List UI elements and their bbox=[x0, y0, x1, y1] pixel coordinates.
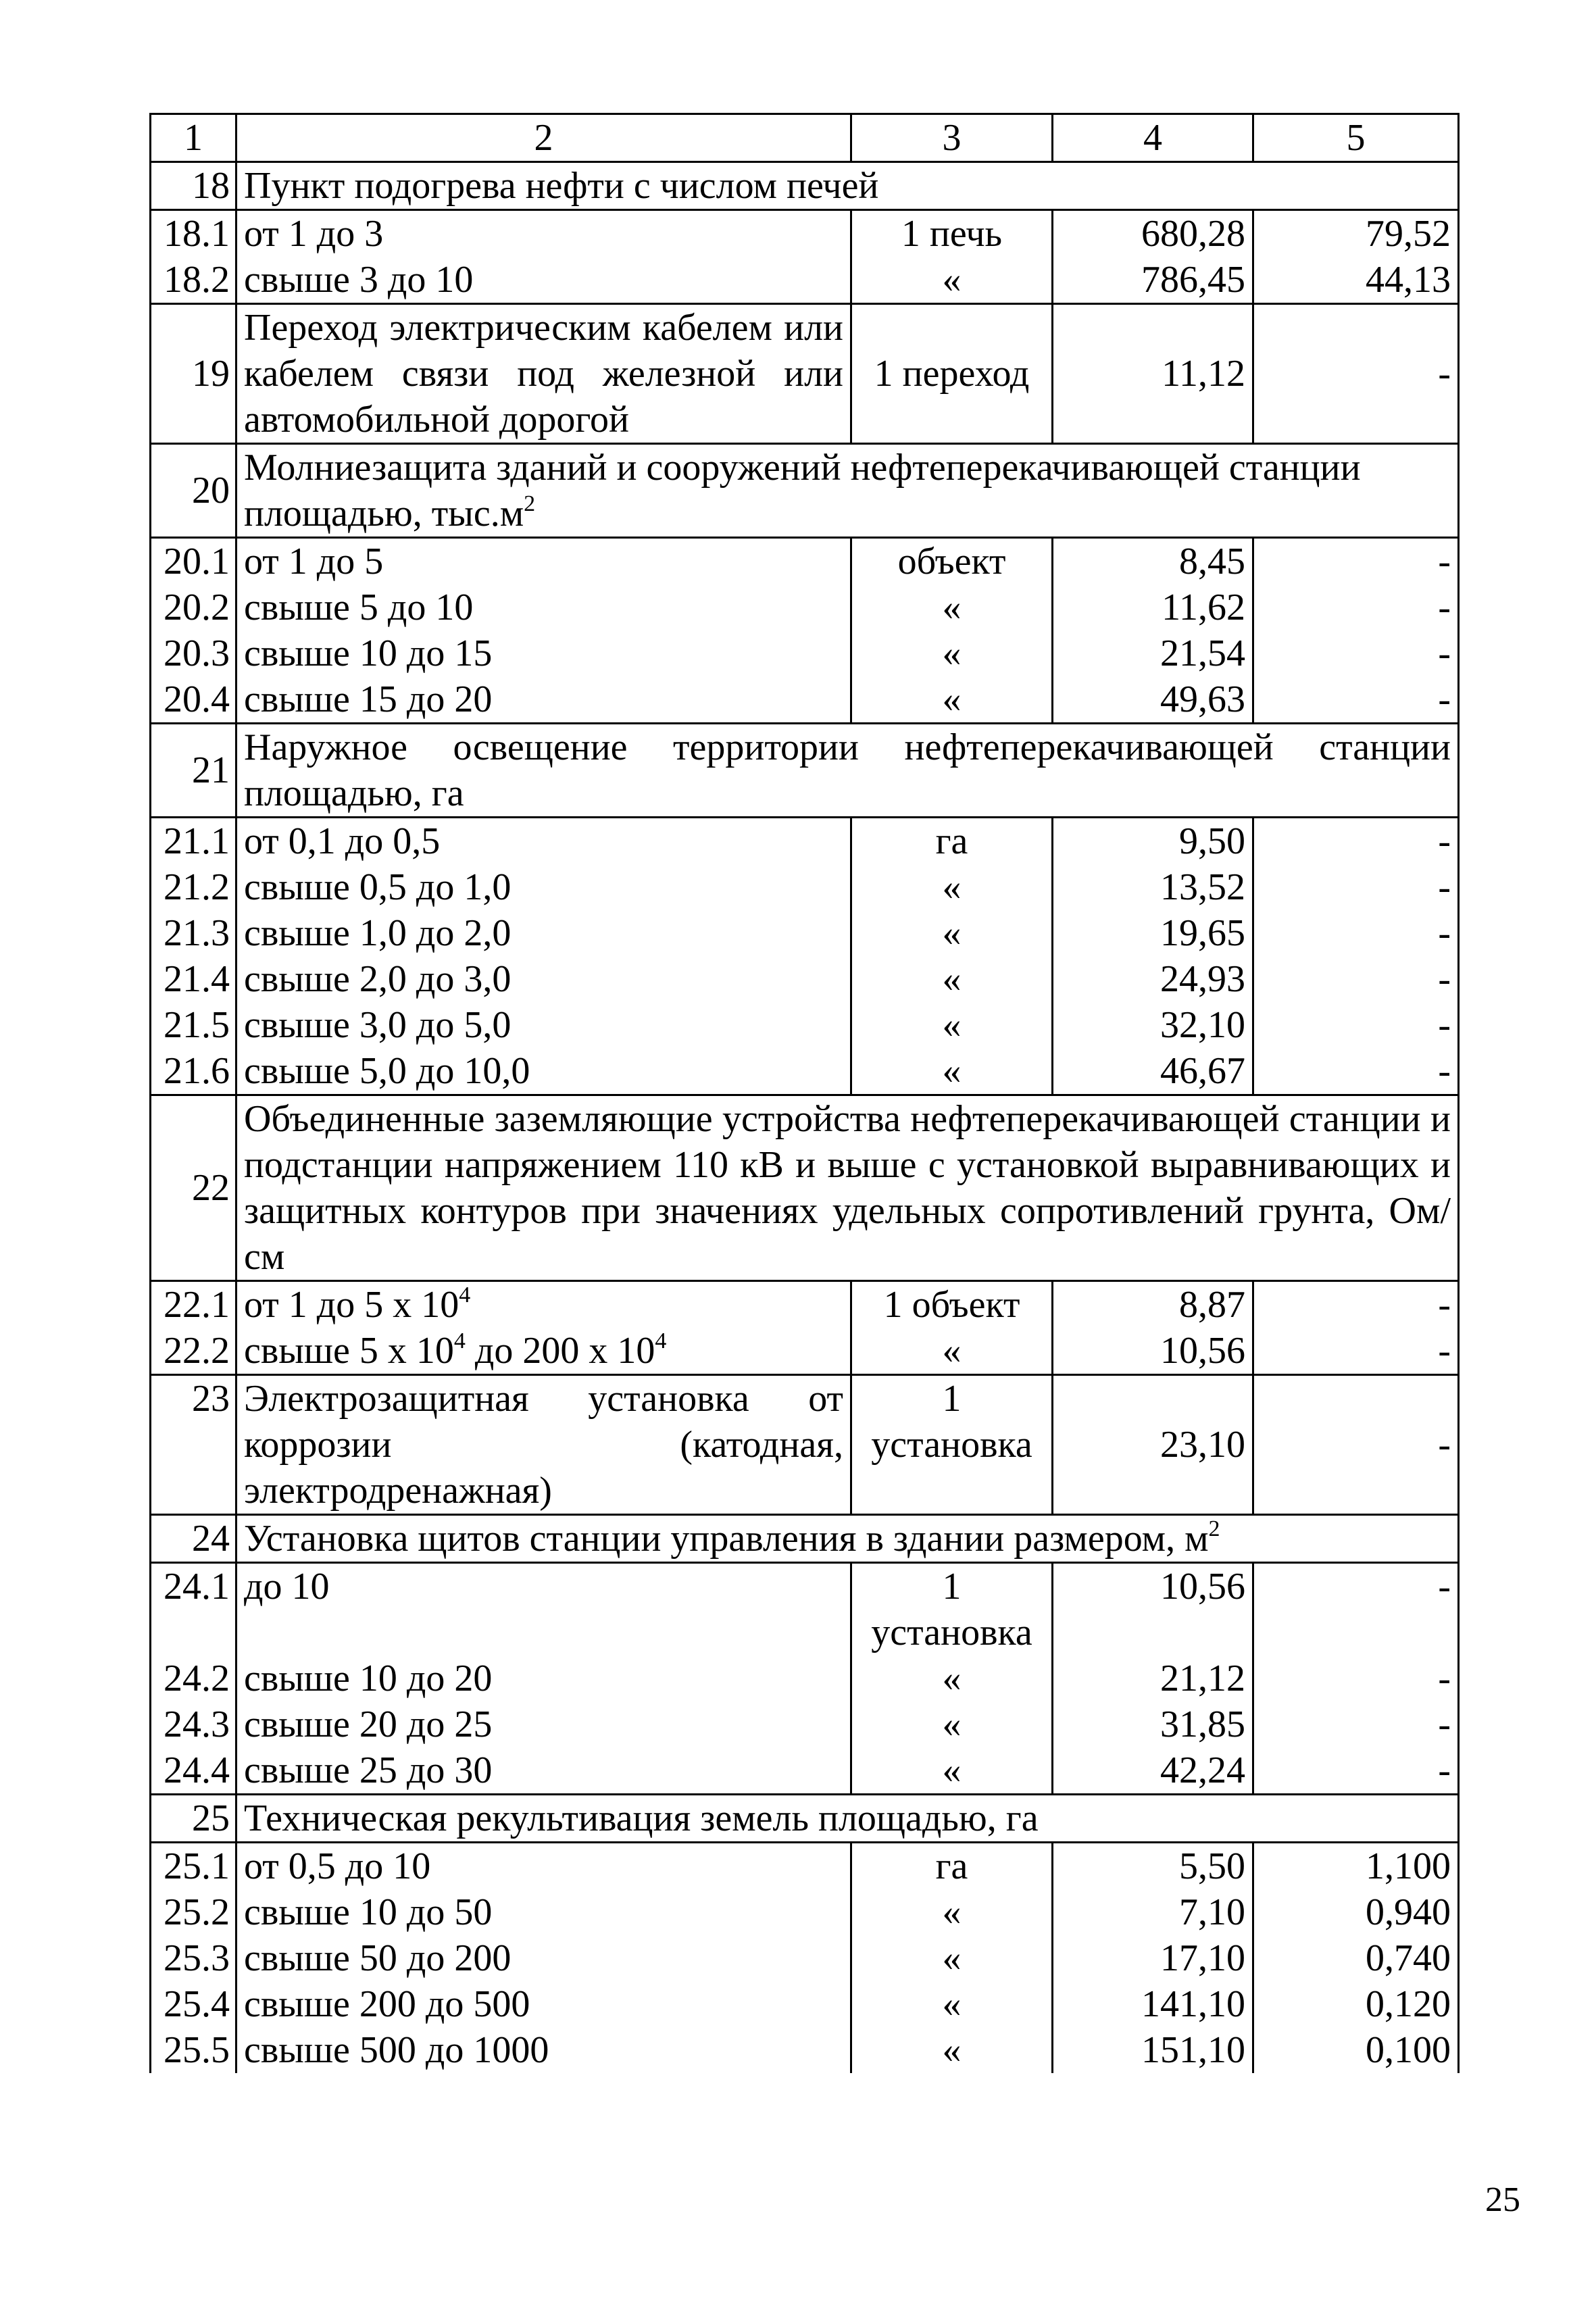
row-value-5: - bbox=[1253, 956, 1459, 1002]
row-value-4: 151,10 bbox=[1053, 2027, 1253, 2073]
row-value-4: 23,10 bbox=[1053, 1375, 1253, 1515]
table-row bbox=[151, 1935, 1459, 1981]
table-row bbox=[151, 1095, 1459, 1281]
row-value-5: - bbox=[1253, 630, 1459, 676]
table-row bbox=[151, 1701, 1459, 1747]
row-name: свыше 10 до 20 bbox=[236, 1656, 851, 1701]
row-unit: « bbox=[851, 1328, 1053, 1375]
row-unit: « bbox=[851, 956, 1053, 1002]
row-number: 22 bbox=[151, 1095, 236, 1281]
row-unit: 1 печь bbox=[851, 210, 1053, 257]
table-row bbox=[151, 956, 1459, 1002]
row-name: свыше 10 до 15 bbox=[236, 630, 851, 676]
row-unit: « bbox=[851, 1935, 1053, 1981]
row-number: 18.1 bbox=[151, 210, 236, 257]
row-number: 19 bbox=[151, 304, 236, 444]
row-value-4: 141,10 bbox=[1053, 1981, 1253, 2027]
table-row bbox=[151, 1375, 1459, 1515]
row-value-4: 13,52 bbox=[1053, 864, 1253, 910]
row-value-5: 1,100 bbox=[1253, 1843, 1459, 1890]
superscript: 4 bbox=[459, 1283, 471, 1308]
header-col-3: 3 bbox=[851, 114, 1053, 162]
row-name-text: от 1 до 5 х 10 bbox=[244, 1284, 459, 1326]
row-number: 25 bbox=[151, 1795, 236, 1843]
row-number: 21.4 bbox=[151, 956, 236, 1002]
table-row bbox=[151, 1048, 1459, 1095]
row-value-5: 0,100 bbox=[1253, 2027, 1459, 2073]
row-value-5: - bbox=[1253, 304, 1459, 444]
row-number: 25.3 bbox=[151, 1935, 236, 1981]
row-value-4: 24,93 bbox=[1053, 956, 1253, 1002]
row-unit: 1 объект bbox=[851, 1281, 1053, 1328]
row-value-4: 10,56 bbox=[1053, 1563, 1253, 1656]
table-row bbox=[151, 818, 1459, 865]
row-value-4: 8,87 bbox=[1053, 1281, 1253, 1328]
header-col-4: 4 bbox=[1053, 114, 1253, 162]
table-row bbox=[151, 630, 1459, 676]
row-value-4: 786,45 bbox=[1053, 257, 1253, 304]
header-col-1: 1 bbox=[151, 114, 236, 162]
row-unit: « bbox=[851, 864, 1053, 910]
row-name: свыше 2,0 до 3,0 bbox=[236, 956, 851, 1002]
table-row bbox=[151, 864, 1459, 910]
row-number: 21.3 bbox=[151, 910, 236, 956]
row-value-5: - bbox=[1253, 1375, 1459, 1515]
section-title bbox=[236, 1515, 1459, 1563]
row-value-5: - bbox=[1253, 584, 1459, 630]
table-row bbox=[151, 1981, 1459, 2027]
table-row bbox=[151, 724, 1459, 818]
row-number: 18.2 bbox=[151, 257, 236, 304]
row-name: свыше 5 до 10 bbox=[236, 584, 851, 630]
row-name: Электрозащитная установка от коррозии (катодная, электродренажная) bbox=[236, 1375, 851, 1515]
section-title-text: Молниезащита зданий и сооружений нефтеперекачивающей станции площадью, тыс.м bbox=[244, 447, 1361, 534]
table-row bbox=[151, 257, 1459, 304]
row-value-4: 32,10 bbox=[1053, 1002, 1253, 1048]
row-value-5: - bbox=[1253, 538, 1459, 585]
row-value-4: 10,56 bbox=[1053, 1328, 1253, 1375]
table-row bbox=[151, 910, 1459, 956]
superscript: 4 bbox=[655, 1328, 667, 1353]
row-number: 20.2 bbox=[151, 584, 236, 630]
section-title: Пункт подогрева нефти с числом печей bbox=[236, 162, 1459, 210]
table-row bbox=[151, 1515, 1459, 1563]
section-title: Техническая рекультивация земель площадью, га bbox=[236, 1795, 1459, 1843]
row-unit: « bbox=[851, 1002, 1053, 1048]
row-value-4: 21,12 bbox=[1053, 1656, 1253, 1701]
row-value-5: 0,740 bbox=[1253, 1935, 1459, 1981]
row-unit: 1 переход bbox=[851, 304, 1053, 444]
row-value-4: 7,10 bbox=[1053, 1889, 1253, 1935]
row-name bbox=[236, 1281, 851, 1328]
row-name: Переход электрическим кабелем или кабелем связи под железной или автомобильной дорогой bbox=[236, 304, 851, 444]
row-unit: объект bbox=[851, 538, 1053, 585]
row-unit: 1 установка bbox=[851, 1563, 1053, 1656]
row-value-5: - bbox=[1253, 1656, 1459, 1701]
table-row bbox=[151, 1843, 1459, 1890]
row-number: 23 bbox=[151, 1375, 236, 1515]
header-col-2: 2 bbox=[236, 114, 851, 162]
row-value-4: 21,54 bbox=[1053, 630, 1253, 676]
row-number: 24.4 bbox=[151, 1747, 236, 1795]
row-number: 25.2 bbox=[151, 1889, 236, 1935]
row-number: 21 bbox=[151, 724, 236, 818]
row-name-text: свыше 5 х 10 bbox=[244, 1330, 454, 1372]
table-row bbox=[151, 1563, 1459, 1656]
section-title: Наружное освещение территории нефтеперекачивающей станции площадью, га bbox=[236, 724, 1459, 818]
row-unit: « bbox=[851, 1747, 1053, 1795]
row-value-4: 49,63 bbox=[1053, 676, 1253, 724]
row-value-5: 79,52 bbox=[1253, 210, 1459, 257]
row-value-4: 680,28 bbox=[1053, 210, 1253, 257]
table-row bbox=[151, 584, 1459, 630]
row-number: 21.5 bbox=[151, 1002, 236, 1048]
row-value-4: 17,10 bbox=[1053, 1935, 1253, 1981]
table-row bbox=[151, 304, 1459, 444]
row-number: 21.6 bbox=[151, 1048, 236, 1095]
row-unit: « bbox=[851, 630, 1053, 676]
row-number: 20.4 bbox=[151, 676, 236, 724]
row-unit: « bbox=[851, 910, 1053, 956]
row-number: 24.1 bbox=[151, 1563, 236, 1656]
row-unit: 1 установка bbox=[851, 1375, 1053, 1515]
table-row bbox=[151, 1281, 1459, 1328]
row-value-5: 0,940 bbox=[1253, 1889, 1459, 1935]
section-title bbox=[236, 444, 1459, 538]
row-value-4: 11,12 bbox=[1053, 304, 1253, 444]
row-name: до 10 bbox=[236, 1563, 851, 1656]
row-unit: « bbox=[851, 676, 1053, 724]
table-row bbox=[151, 444, 1459, 538]
row-value-5: - bbox=[1253, 1328, 1459, 1375]
row-unit: « bbox=[851, 1656, 1053, 1701]
row-value-4: 46,67 bbox=[1053, 1048, 1253, 1095]
row-unit: « bbox=[851, 257, 1053, 304]
row-name: свыше 3,0 до 5,0 bbox=[236, 1002, 851, 1048]
row-name: свыше 5,0 до 10,0 bbox=[236, 1048, 851, 1095]
row-value-4: 19,65 bbox=[1053, 910, 1253, 956]
row-number: 25.1 bbox=[151, 1843, 236, 1890]
row-value-5: - bbox=[1253, 818, 1459, 865]
row-value-5: - bbox=[1253, 1701, 1459, 1747]
superscript: 2 bbox=[524, 491, 536, 516]
row-value-4: 5,50 bbox=[1053, 1843, 1253, 1890]
row-value-5: 0,120 bbox=[1253, 1981, 1459, 2027]
row-number: 22.2 bbox=[151, 1328, 236, 1375]
row-name: свыше 0,5 до 1,0 bbox=[236, 864, 851, 910]
row-name: от 0,5 до 10 bbox=[236, 1843, 851, 1890]
row-name bbox=[236, 1328, 851, 1375]
row-name: свыше 25 до 30 bbox=[236, 1747, 851, 1795]
row-name: свыше 15 до 20 bbox=[236, 676, 851, 724]
row-value-4: 42,24 bbox=[1053, 1747, 1253, 1795]
table-row bbox=[151, 676, 1459, 724]
row-number: 22.1 bbox=[151, 1281, 236, 1328]
section-title: Объединенные заземляющие устройства нефтеперекачивающей станции и подстанции напряжением 110 кВ и выше с установкой выравнивающих и защитных контуров при значениях удельных сопротивлений грунта, Ом/см bbox=[236, 1095, 1459, 1281]
row-unit: га bbox=[851, 1843, 1053, 1890]
row-unit: « bbox=[851, 584, 1053, 630]
row-name: свыше 10 до 50 bbox=[236, 1889, 851, 1935]
page-number: 25 bbox=[1485, 2181, 1520, 2219]
row-unit: « bbox=[851, 1889, 1053, 1935]
row-value-5: - bbox=[1253, 676, 1459, 724]
row-name: от 0,1 до 0,5 bbox=[236, 818, 851, 865]
row-value-4: 9,50 bbox=[1053, 818, 1253, 865]
row-unit: « bbox=[851, 1048, 1053, 1095]
row-number: 20.3 bbox=[151, 630, 236, 676]
row-number: 18 bbox=[151, 162, 236, 210]
row-value-4: 8,45 bbox=[1053, 538, 1253, 585]
row-number: 24.3 bbox=[151, 1701, 236, 1747]
row-number: 25.4 bbox=[151, 1981, 236, 2027]
row-name: от 1 до 5 bbox=[236, 538, 851, 585]
table-row bbox=[151, 1002, 1459, 1048]
row-name: свыше 500 до 1000 bbox=[236, 2027, 851, 2073]
row-value-5: - bbox=[1253, 1747, 1459, 1795]
row-number: 21.2 bbox=[151, 864, 236, 910]
row-number: 25.5 bbox=[151, 2027, 236, 2073]
row-name: свыше 200 до 500 bbox=[236, 1981, 851, 2027]
row-value-5: - bbox=[1253, 1563, 1459, 1656]
table-row bbox=[151, 162, 1459, 210]
row-unit: га bbox=[851, 818, 1053, 865]
table-row bbox=[151, 1656, 1459, 1701]
row-value-5: - bbox=[1253, 1048, 1459, 1095]
row-value-5: - bbox=[1253, 910, 1459, 956]
row-number: 21.1 bbox=[151, 818, 236, 865]
row-value-5: - bbox=[1253, 1281, 1459, 1328]
header-col-5: 5 bbox=[1253, 114, 1459, 162]
superscript: 2 bbox=[1208, 1516, 1220, 1541]
row-value-4: 31,85 bbox=[1053, 1701, 1253, 1747]
row-name: свыше 3 до 10 bbox=[236, 257, 851, 304]
table-row bbox=[151, 1328, 1459, 1375]
price-table bbox=[149, 113, 1460, 2073]
section-title-text: Установка щитов станции управления в здании размером, м bbox=[244, 1518, 1209, 1560]
row-value-5: - bbox=[1253, 1002, 1459, 1048]
row-name-text: до 200 х 10 bbox=[465, 1330, 655, 1372]
table-row bbox=[151, 1795, 1459, 1843]
row-unit: « bbox=[851, 2027, 1053, 2073]
row-name: свыше 20 до 25 bbox=[236, 1701, 851, 1747]
row-name: свыше 50 до 200 bbox=[236, 1935, 851, 1981]
row-unit: « bbox=[851, 1981, 1053, 2027]
row-number: 20 bbox=[151, 444, 236, 538]
table-header-row bbox=[151, 114, 1459, 162]
row-name: свыше 1,0 до 2,0 bbox=[236, 910, 851, 956]
table-row bbox=[151, 1747, 1459, 1795]
row-number: 24.2 bbox=[151, 1656, 236, 1701]
row-value-5: - bbox=[1253, 864, 1459, 910]
row-value-4: 11,62 bbox=[1053, 584, 1253, 630]
superscript: 4 bbox=[453, 1328, 466, 1353]
row-number: 20.1 bbox=[151, 538, 236, 585]
row-value-5: 44,13 bbox=[1253, 257, 1459, 304]
table-row bbox=[151, 210, 1459, 257]
row-name: от 1 до 3 bbox=[236, 210, 851, 257]
table-row bbox=[151, 538, 1459, 585]
row-unit: « bbox=[851, 1701, 1053, 1747]
row-number: 24 bbox=[151, 1515, 236, 1563]
table-row bbox=[151, 2027, 1459, 2073]
table-row bbox=[151, 1889, 1459, 1935]
